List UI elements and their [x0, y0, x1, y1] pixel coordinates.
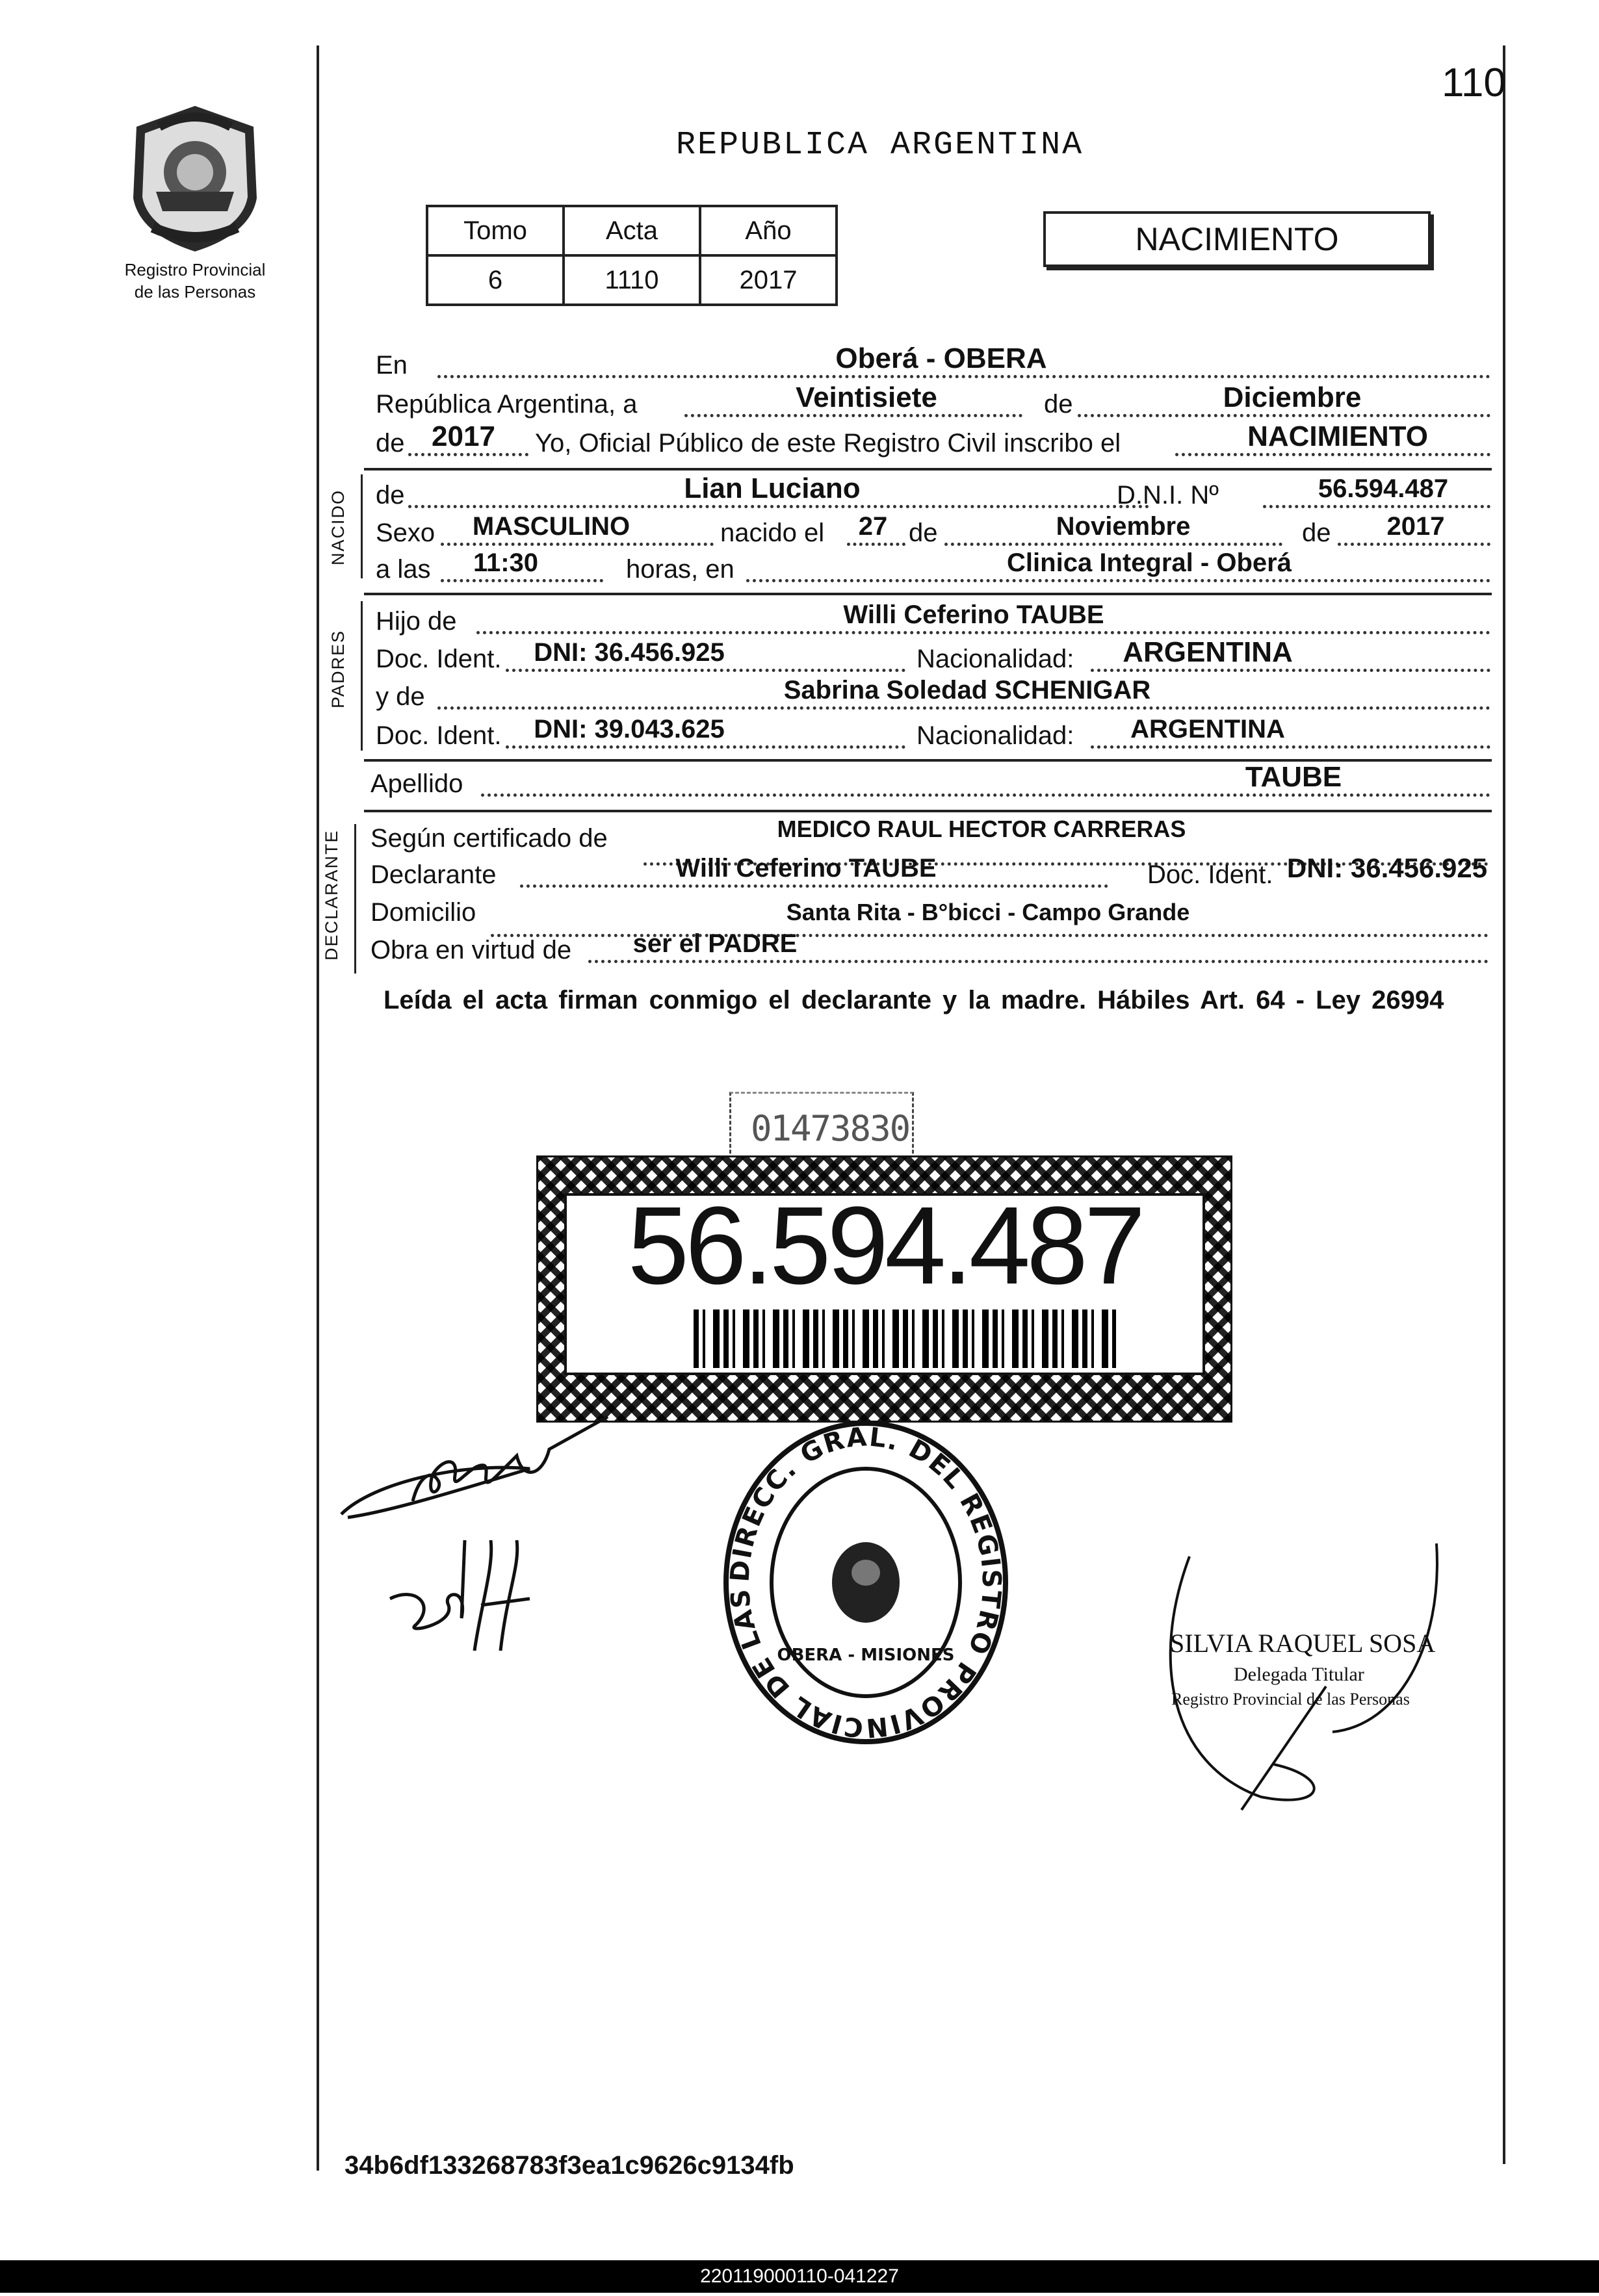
- row-obra: [370, 929, 1490, 968]
- official-round-seal: [718, 1413, 1014, 1751]
- row-nacido-hora: [376, 548, 1490, 587]
- row-en: [376, 342, 1490, 383]
- record-type-box: [1043, 211, 1431, 267]
- reference-table-header-row: [427, 206, 837, 255]
- dni-label-sticker: [536, 1155, 1232, 1423]
- emblem-caption-line2: de las Personas: [134, 282, 256, 302]
- emblem-icon: [120, 101, 270, 257]
- declarant-signature: [335, 1404, 621, 1527]
- mother-doc-label: Doc. Ident.: [376, 721, 502, 750]
- sexo-label: Sexo: [376, 519, 436, 547]
- nacido-el-label: nacido el: [720, 519, 825, 547]
- mother-name-value: Sabrina Soledad SCHENIGAR: [783, 676, 1151, 704]
- right-margin-rule: [1503, 45, 1505, 2164]
- birth-year-value: 2017: [1386, 512, 1445, 541]
- declarante-section-label: DECLARANTE: [322, 829, 341, 961]
- reference-value-tomo: 6: [427, 255, 564, 305]
- declarante-name-value: Willi Ceferino TAUBE: [675, 854, 937, 883]
- footer-bar: [0, 2260, 1599, 2293]
- father-doc-value: DNI: 36.456.925: [534, 638, 725, 667]
- reference-table-value-row: [427, 255, 837, 305]
- reference-header-ano: Año: [700, 206, 837, 255]
- mother-doc-value: DNI: 39.043.625: [534, 715, 725, 743]
- emblem-caption-line1: Registro Provincial: [124, 260, 266, 279]
- horas-en-label: horas, en: [626, 555, 734, 584]
- inscribo-label: Yo, Oficial Público de este Registro Civil inscribo el: [535, 429, 1121, 458]
- provincial-emblem: [120, 101, 270, 257]
- document-title: REPUBLICA ARGENTINA: [676, 127, 1084, 164]
- declarant-signature-icon: [335, 1404, 621, 1527]
- padres-bracket: [361, 601, 363, 751]
- mother-nacionalidad-label: Nacionalidad:: [916, 721, 1074, 750]
- domicilio-label: Domicilio: [370, 898, 476, 927]
- de-label: de: [1044, 390, 1073, 419]
- father-nationality-value: ARGENTINA: [1123, 636, 1293, 668]
- reference-value-ano: 2017: [700, 255, 837, 305]
- father-nacionalidad-label: Nacionalidad:: [916, 645, 1074, 673]
- declarante-label: Declarante: [370, 860, 497, 889]
- dni-label-barcode: [694, 1309, 1116, 1368]
- event-value: NACIMIENTO: [1247, 420, 1428, 452]
- left-margin-rule: [317, 45, 319, 2171]
- footer-code: 220119000110-041227: [700, 2265, 899, 2287]
- reference-table: [426, 205, 838, 306]
- apellido-label: Apellido: [370, 769, 463, 798]
- nacido-bracket: [361, 474, 363, 578]
- nacido-bottom-rule: [364, 593, 1492, 595]
- declarante-doc-label: Doc. Ident.: [1147, 860, 1273, 889]
- reference-header-tomo: Tomo: [427, 206, 564, 255]
- hijo-de-label: Hijo de: [376, 607, 457, 636]
- reference-value-acta: 1110: [564, 255, 700, 305]
- dni-label-inner-panel: [564, 1184, 1205, 1375]
- dni-label: D.N.I. Nº: [1117, 481, 1219, 510]
- dni-label-number: 56.594.487: [627, 1184, 1142, 1308]
- sexo-value: MASCULINO: [472, 512, 630, 541]
- closing-text: Leída el acta firman conmigo el declarante y la madre. Hábiles Art. 64 - Ley 26994: [384, 986, 1444, 1014]
- year-value: 2017: [432, 420, 495, 452]
- de2-label: de: [376, 429, 405, 458]
- obra-value: ser el PADRE: [632, 929, 798, 958]
- domicilio-value: Santa Rita - B°bicci - Campo Grande: [786, 899, 1190, 925]
- record-type: NACIMIENTO: [1135, 221, 1339, 257]
- document-hash: 34b6df133268783f3ea1c9626c9134fb: [344, 2151, 794, 2180]
- republica-label: República Argentina, a: [376, 390, 638, 419]
- birth-place-value: Clinica Integral - Oberá: [1007, 548, 1292, 577]
- reference-header-acta: Acta: [564, 206, 700, 255]
- declarante-bracket: [354, 824, 356, 974]
- padres-section-label: PADRES: [328, 629, 348, 708]
- place-value: Oberá - OBERA: [835, 342, 1047, 374]
- father-doc-label: Doc. Ident.: [376, 645, 502, 673]
- y-de-label: y de: [376, 682, 425, 711]
- signatory-title: Delegada Titular: [1234, 1664, 1364, 1685]
- certificado-value: MEDICO RAUL HECTOR CARRERAS: [777, 816, 1186, 842]
- row-apellido: [370, 761, 1490, 802]
- row-year: [376, 420, 1490, 461]
- mother-nationality-value: ARGENTINA: [1130, 715, 1285, 743]
- obra-label: Obra en virtud de: [370, 936, 572, 964]
- a-las-label: a las: [376, 555, 431, 584]
- round-seal-icon: [718, 1413, 1014, 1751]
- child-dni-value: 56.594.487: [1318, 474, 1449, 503]
- birth-day-value: 27: [858, 512, 888, 541]
- nacido-de-label3: de: [1302, 519, 1331, 547]
- row-republica: [376, 381, 1490, 422]
- nacido-section-label: NACIDO: [328, 489, 348, 565]
- page-number: 110: [1442, 60, 1506, 105]
- signatory-name: SILVIA RAQUEL SOSA: [1170, 1629, 1436, 1658]
- round-seal-inner-text: OBERA - MISIONES: [777, 1645, 955, 1665]
- birth-month-value: Noviembre: [1056, 512, 1191, 541]
- row-declarante: [370, 853, 1490, 893]
- nacido-de-label: de: [376, 481, 405, 510]
- row-mother-doc: [376, 717, 1490, 754]
- father-name-value: Willi Ceferino TAUBE: [843, 600, 1104, 629]
- serial-stamp-number: 01473830: [751, 1108, 910, 1149]
- certificado-label: Según certificado de: [370, 824, 608, 853]
- nacido-de-label2: de: [909, 519, 938, 547]
- round-seal-ring-text: DIRECC. GRAL. DEL REGISTRO PROVINCIAL DE LAS: [725, 1422, 1007, 1743]
- en-label: En: [376, 351, 408, 380]
- row-domicilio: [370, 894, 1490, 931]
- mother-signature-icon: [377, 1527, 533, 1657]
- day-words-value: Veintisiete: [796, 381, 937, 413]
- row-y-de: [376, 678, 1490, 715]
- birth-time-value: 11:30: [473, 548, 539, 577]
- mother-signature: [377, 1527, 533, 1657]
- signatory-office: Registro Provincial de las Personas: [1171, 1690, 1410, 1709]
- apellido-value: TAUBE: [1245, 761, 1342, 793]
- month-value: Diciembre: [1223, 381, 1362, 413]
- serial-stamp: [729, 1092, 914, 1165]
- declarante-doc-value: DNI: 36.456.925: [1286, 853, 1488, 883]
- child-name-value: Lian Luciano: [684, 472, 861, 504]
